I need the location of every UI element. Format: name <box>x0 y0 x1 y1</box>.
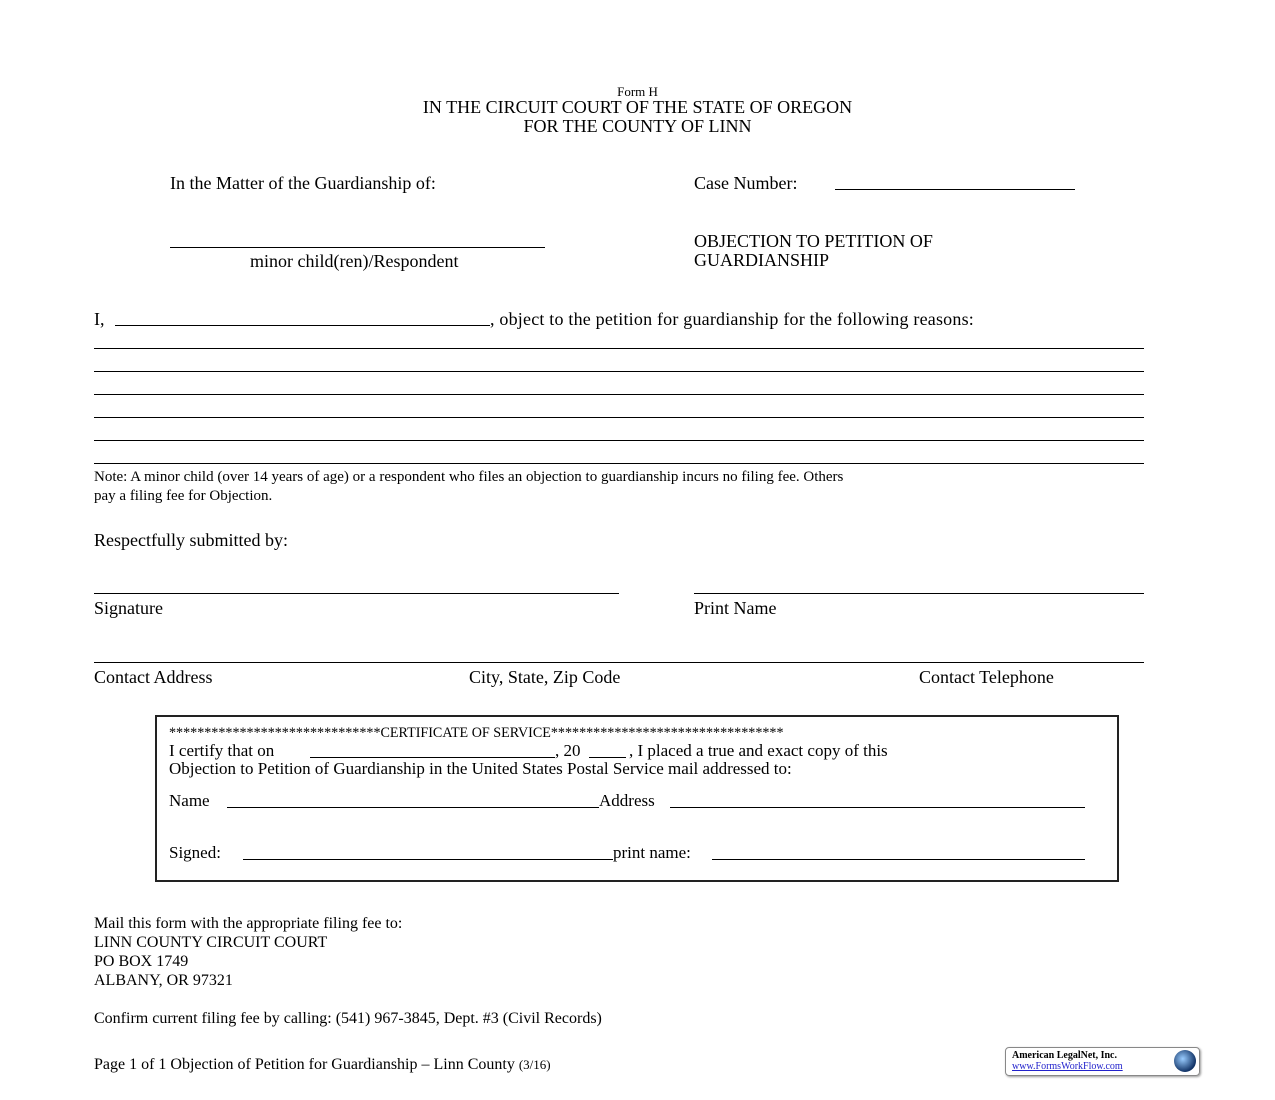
submitted-label: Respectfully submitted by: <box>94 530 288 550</box>
certify-line2: Objection to Petition of Guardianship in the United States Postal Service mail addressed to: <box>169 759 792 778</box>
document-title-line2: GUARDIANSHIP <box>694 250 830 270</box>
case-number-field[interactable] <box>835 189 1075 190</box>
respondent-name-field[interactable] <box>170 247 545 248</box>
respondent-label: minor child(ren)/Respondent <box>250 251 459 271</box>
revision-date: (3/16) <box>518 1057 551 1072</box>
objector-name-field[interactable] <box>115 325 490 326</box>
reason-line[interactable] <box>94 440 1144 441</box>
form-label: Form H <box>617 84 658 99</box>
name-field[interactable] <box>227 807 599 808</box>
footer-text: Page 1 of 1 Objection of Petition for Guardianship – Linn County <box>94 1056 515 1073</box>
year-label: , 20 <box>555 741 581 760</box>
certify-label: I certify that on <box>169 741 275 760</box>
contact-telephone-label: Contact Telephone <box>919 667 1054 687</box>
contact-address-label: Contact Address <box>94 667 213 687</box>
page-footer <box>94 1055 551 1074</box>
contact-field[interactable] <box>94 662 1144 663</box>
mail-court: LINN COUNTY CIRCUIT COURT <box>94 934 328 951</box>
confirm-fee: Confirm current filing fee by calling: (541) 967-3845, Dept. #3 (Civil Records) <box>94 1010 602 1027</box>
reason-line[interactable] <box>94 394 1144 395</box>
city-state-zip-label: City, State, Zip Code <box>469 667 621 687</box>
county-title: FOR THE COUNTY OF LINN <box>523 116 752 136</box>
document-title-line1: OBJECTION TO PETITION OF <box>694 231 933 251</box>
certificate-of-service-box <box>155 715 1119 882</box>
address-label: Address <box>599 791 655 810</box>
case-number-label: Case Number: <box>694 173 798 193</box>
date-field[interactable] <box>310 757 555 758</box>
globe-icon <box>1174 1050 1196 1072</box>
note-line1: Note: A minor child (over 14 years of age) or a respondent who files an objection to guardianship incurs no filing fee. Others <box>94 469 844 485</box>
reason-line[interactable] <box>94 348 1144 349</box>
signature-field[interactable] <box>94 593 619 594</box>
note-line2: pay a filing fee for Objection. <box>94 488 273 504</box>
signature-label: Signature <box>94 598 163 618</box>
mail-intro: Mail this form with the appropriate filing fee to: <box>94 915 403 932</box>
mail-city: ALBANY, OR 97321 <box>94 972 233 989</box>
cert-print-name-label: print name: <box>613 843 691 862</box>
mail-box: PO BOX 1749 <box>94 953 189 970</box>
logo-url-link[interactable]: www.FormsWorkFlow.com <box>1012 1061 1123 1072</box>
print-name-field[interactable] <box>694 593 1144 594</box>
object-text: , object to the petition for guardianship for the following reasons: <box>490 309 974 329</box>
i-label: I, <box>94 309 105 329</box>
reason-line[interactable] <box>94 463 1144 464</box>
name-label: Name <box>169 791 210 810</box>
signed-label: Signed: <box>169 843 221 862</box>
print-name-label: Print Name <box>694 598 777 618</box>
matter-label: In the Matter of the Guardianship of: <box>170 173 436 193</box>
cert-print-name-field[interactable] <box>712 859 1085 860</box>
certificate-heading: ******************************CERTIFICATE OF SERVICE********************************* <box>169 725 784 741</box>
court-title: IN THE CIRCUIT COURT OF THE STATE OF OREGON <box>422 97 853 117</box>
reason-line[interactable] <box>94 417 1144 418</box>
americanlegalnet-logo[interactable] <box>1005 1047 1200 1076</box>
reason-line[interactable] <box>94 371 1144 372</box>
signed-field[interactable] <box>243 859 613 860</box>
address-field[interactable] <box>670 807 1085 808</box>
year-field[interactable] <box>589 757 626 758</box>
placed-text: , I placed a true and exact copy of this <box>629 741 888 760</box>
logo-name: American LegalNet, Inc. <box>1012 1050 1117 1061</box>
